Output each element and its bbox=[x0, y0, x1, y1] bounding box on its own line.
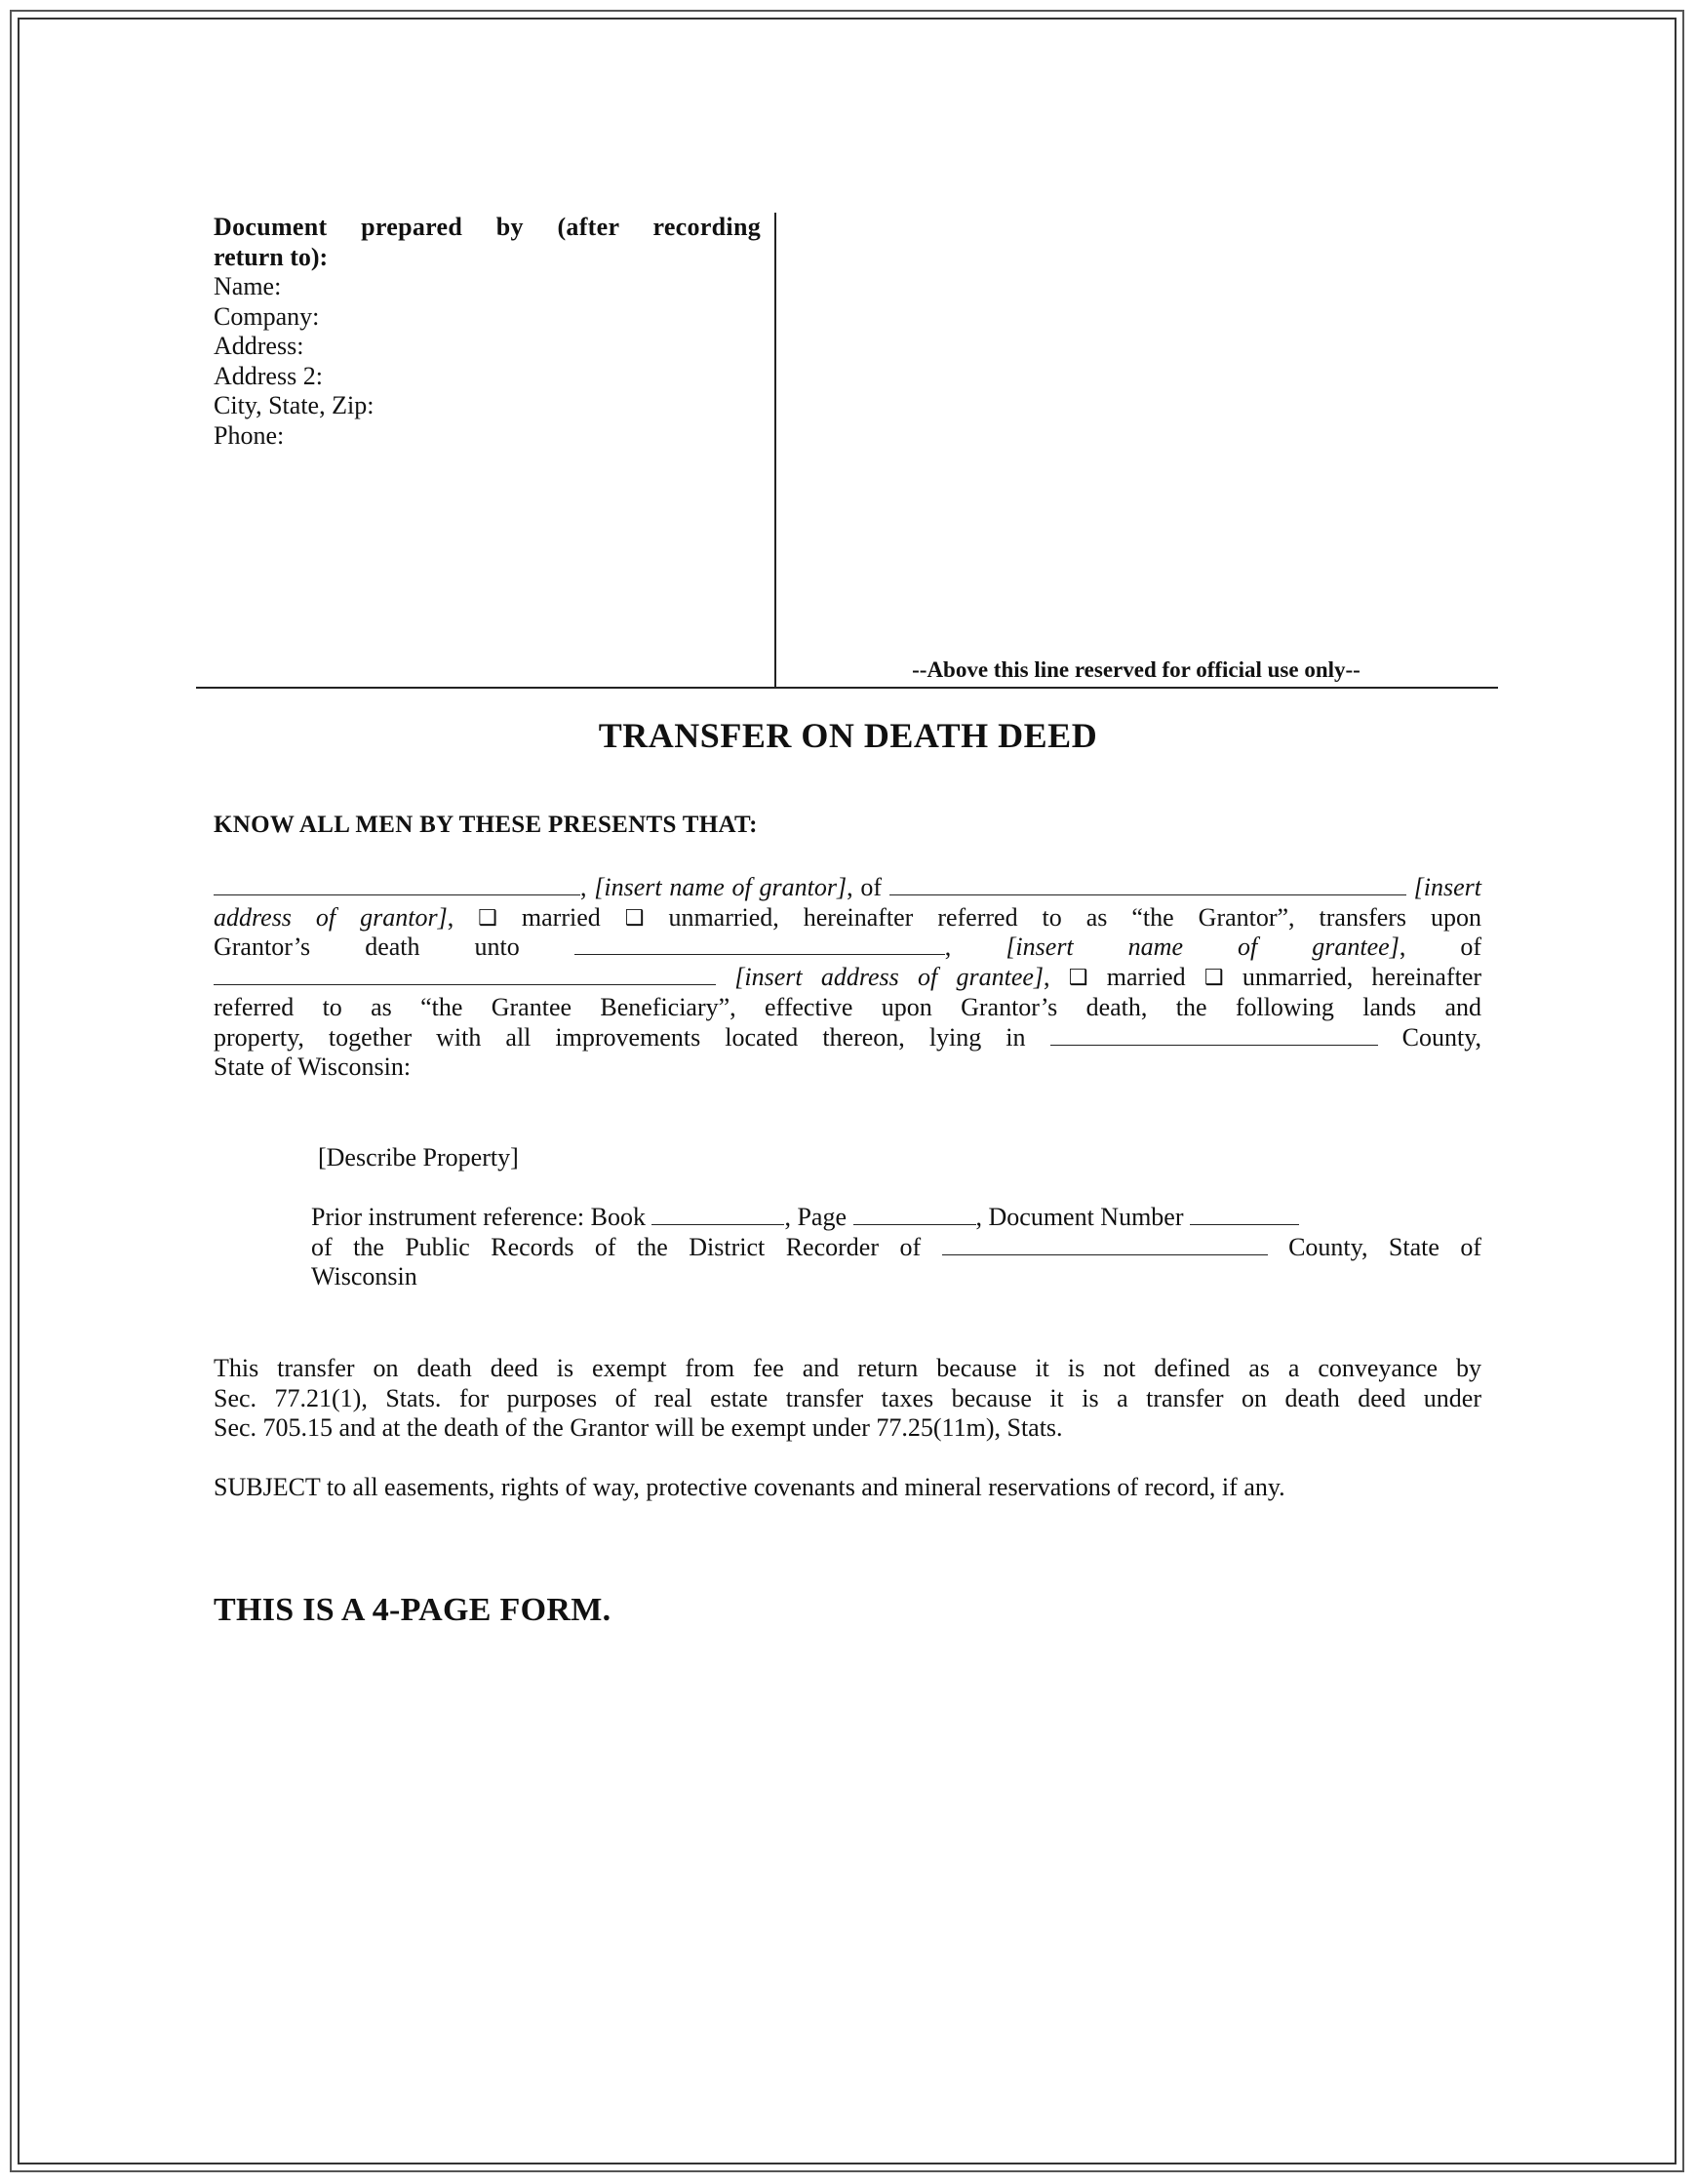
county-state-of-text: County, State of bbox=[1288, 1232, 1482, 1261]
county-blank[interactable] bbox=[1050, 1023, 1378, 1046]
field-address-label: Address: bbox=[214, 332, 304, 360]
prior-book-label: Prior instrument reference: Book bbox=[311, 1203, 646, 1231]
public-records-text: of the Public Records of the District Recorder of bbox=[311, 1232, 922, 1261]
prior-line-3: Wisconsin bbox=[311, 1262, 417, 1291]
grant-line-2: address of grantor], ❑ married ❑ unmarried, hereinafter referred to as “the Grantor”, transfers upon bbox=[214, 902, 1482, 932]
grant-line-3: Grantor’s death unto , [insert name of grantee], of bbox=[214, 933, 1481, 962]
unmarried-checkbox-grantee[interactable]: ❑ bbox=[1203, 965, 1224, 990]
document-number-blank[interactable] bbox=[1190, 1203, 1299, 1225]
page-blank[interactable] bbox=[853, 1203, 976, 1225]
grantor-address-hint-a: [insert bbox=[1413, 873, 1482, 901]
prepared-by-block bbox=[214, 213, 761, 451]
married-label-grantee: married bbox=[1106, 963, 1186, 992]
grantee-address-hint: [insert address of grantee] bbox=[734, 963, 1045, 992]
official-use-notice: --Above this line reserved for official use only-- bbox=[912, 657, 1361, 682]
grantor-name-hint: [insert name of grantor] bbox=[594, 873, 848, 901]
grant-line-4: [insert address of grantee], ❑ married ❑ unmarried, hereinafter bbox=[214, 963, 1481, 993]
prior-line-2 bbox=[311, 1233, 1481, 1263]
exemption-paragraph bbox=[214, 1354, 1481, 1444]
married-checkbox-grantor[interactable]: ❑ bbox=[478, 904, 497, 930]
married-checkbox-grantee[interactable]: ❑ bbox=[1068, 965, 1088, 990]
of-text: , of bbox=[847, 873, 883, 901]
grant-line-1: , [insert name of grantor], of [insert bbox=[214, 873, 1481, 903]
exempt-line-1: This transfer on death deed is exempt from fee and return because it is not defined as a conveyance by bbox=[214, 1354, 1481, 1382]
header-divider-vertical bbox=[774, 213, 776, 689]
field-address2-label: Address 2: bbox=[214, 361, 323, 390]
grantors-death-text: Grantor’s death unto bbox=[214, 933, 520, 962]
exempt-line-3: Sec. 705.15 and at the death of the Grantor will be exempt under 77.25(11m), Stats. bbox=[214, 1413, 1063, 1443]
prepared-by-heading: Document prepared by (after recording bbox=[214, 213, 761, 241]
field-name-label: Name: bbox=[214, 272, 282, 300]
document-title: TRANSFER ON DEATH DEED bbox=[598, 716, 1098, 755]
hereinafter-text: , hereinafter bbox=[1346, 963, 1482, 992]
grant-line-6 bbox=[214, 1023, 1481, 1053]
know-all-men-heading: KNOW ALL MEN BY THESE PRESENTS THAT: bbox=[214, 812, 758, 838]
grantor-name-blank[interactable] bbox=[214, 873, 580, 895]
property-lying-text: property, together with all improvements located thereon, lying in bbox=[214, 1022, 1026, 1052]
prior-docnum-label: , Document Number bbox=[975, 1203, 1184, 1231]
unmarried-checkbox-grantor[interactable]: ❑ bbox=[624, 904, 645, 930]
prepared-by-heading-cont: return to): bbox=[214, 242, 329, 271]
county-text: County, bbox=[1401, 1022, 1482, 1052]
unmarried-label-grantor: unmarried bbox=[668, 902, 773, 932]
grantee-name-hint: [insert name of grantee] bbox=[1006, 933, 1400, 962]
grant-line-5: referred to as “the Grantee Beneficiary”, effective upon Grantor’s death, the following lands and bbox=[214, 992, 1481, 1021]
unmarried-label-grantee: unmarried bbox=[1242, 963, 1347, 992]
married-label-grantor: married bbox=[521, 902, 601, 932]
four-page-form-notice: THIS IS A 4-PAGE FORM. bbox=[214, 1592, 611, 1628]
grantee-address-blank[interactable] bbox=[214, 963, 716, 985]
grantee-name-blank[interactable] bbox=[574, 933, 945, 955]
field-phone-label: Phone: bbox=[214, 420, 285, 450]
of-text-2: , of bbox=[1399, 933, 1481, 962]
exempt-line-2: Sec. 77.21(1), Stats. for purposes of real estate transfer taxes because it is a transfer on death deed under bbox=[214, 1383, 1481, 1412]
field-company-label: Company: bbox=[214, 301, 320, 331]
recorder-county-blank[interactable] bbox=[942, 1233, 1268, 1255]
book-blank[interactable] bbox=[651, 1203, 784, 1225]
hereinafter-grantor-text: , hereinafter referred to as “the Grantor”, transfers upon bbox=[772, 902, 1482, 932]
grant-paragraph bbox=[214, 873, 1481, 1083]
describe-property-placeholder: [Describe Property] bbox=[318, 1143, 519, 1171]
grant-line-7: State of Wisconsin: bbox=[214, 1052, 412, 1082]
field-city-state-zip-label: City, State, Zip: bbox=[214, 391, 375, 419]
prior-instrument-block bbox=[311, 1203, 1481, 1292]
grantor-address-blank[interactable] bbox=[889, 873, 1406, 895]
prior-page-label: , Page bbox=[784, 1203, 847, 1231]
header-divider-horizontal bbox=[196, 687, 1498, 689]
subject-paragraph: SUBJECT to all easements, rights of way, protective covenants and mineral reservations of record, if any. bbox=[214, 1473, 1285, 1501]
prior-line-1 bbox=[311, 1203, 1481, 1233]
grantor-address-hint-b: address of grantor] bbox=[214, 902, 448, 932]
